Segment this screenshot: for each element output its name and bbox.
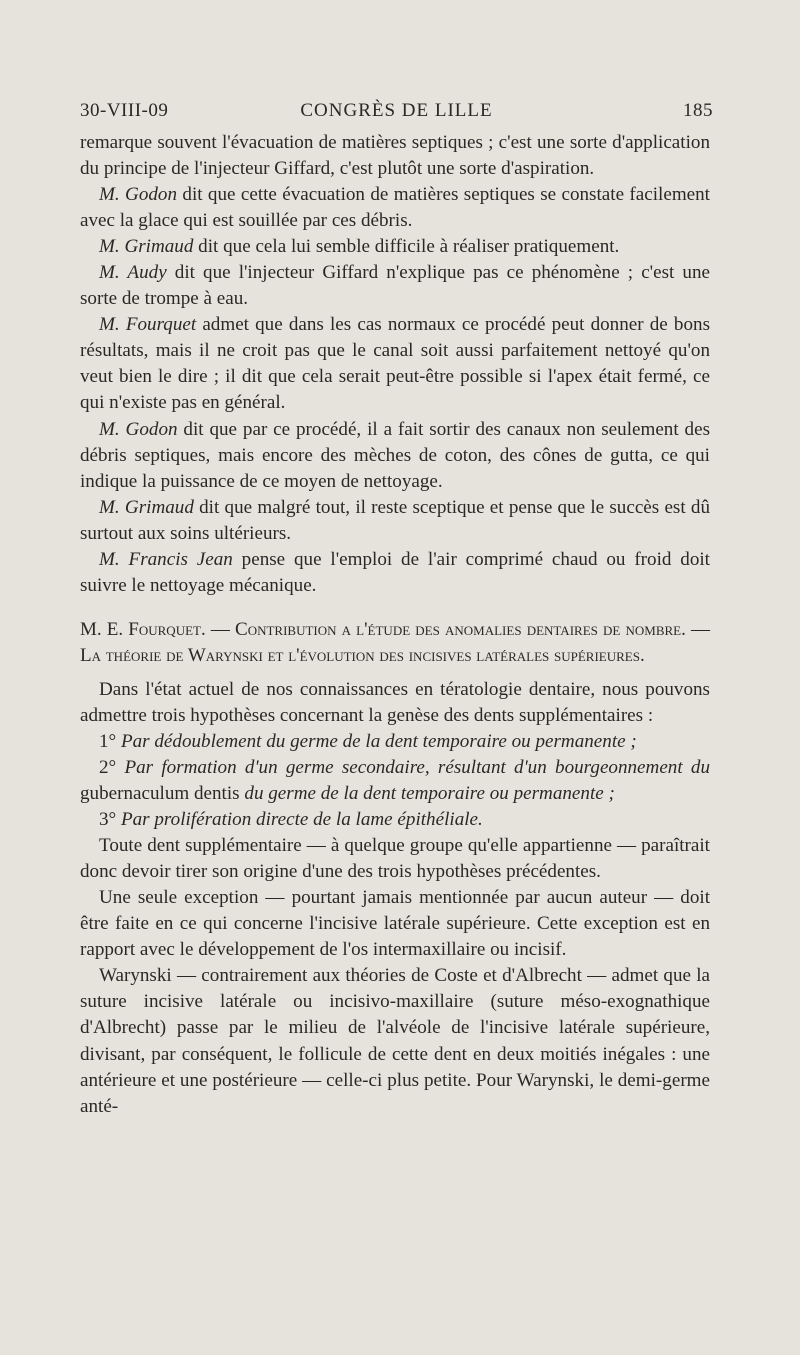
list-number: 1° [99, 730, 121, 752]
paragraph [80, 417, 710, 495]
hypothesis-3 [80, 807, 710, 833]
hypothesis-text: du germe de la dent temporaire ou permanente ; [244, 783, 615, 805]
paragraph-text: dit que cette évacuation de matières septiques se constate facilement avec la glace qui est souillée par ces débris. [80, 184, 710, 232]
page-body [80, 130, 710, 1120]
hypothesis-1 [80, 729, 710, 755]
speaker-name: M. Godon [99, 184, 178, 206]
dash: — [205, 618, 236, 640]
hypothesis-2 [80, 755, 710, 807]
paragraph-text: dit que cela lui semble difficile à réaliser pratiquement. [193, 236, 620, 258]
speaker-name: M. Audy [99, 262, 167, 284]
hypothesis-text: Par dédoublement du germe de la dent temporaire ou permanente ; [120, 730, 637, 752]
speaker-name: M. Godon [99, 418, 178, 440]
paragraph: Une seule exception — pourtant jamais mentionnée par aucun auteur — doit être faite en ce qui concerne l'incisive latérale supérieure. Cette exception est en rapport avec le développement de l'os intermaxillaire ou incisif. [80, 887, 710, 961]
paragraph-text: dit que par ce procédé, il a fait sortir des canaux non seulement des débris septiques, mais encore des mèches de coton, des cônes de gutta, ce qui indique la puissance de ce moyen de nettoyage. [80, 418, 710, 492]
paragraph-text: pense que l'emploi de l'air comprimé chaud ou froid doit suivre le nettoyage mécanique. [80, 548, 710, 596]
header-date: 30-VIII-09 [80, 100, 169, 121]
paragraph [80, 260, 710, 312]
paragraph-text: remarque souvent l'évacuation de matières septiques ; c'est une sorte d'application du principe de l'injecteur Giffard, c'est plutôt une sorte d'aspiration. [80, 132, 710, 180]
header-title: CONGRÈS DE LILLE [300, 100, 493, 121]
section-title [80, 617, 710, 669]
hypothesis-text-roman: gubernaculum dentis [80, 783, 245, 805]
hypothesis-text: Par formation d'un germe secondaire, résultant d'un bourgeonnement du [124, 756, 710, 778]
list-number: 2° [99, 756, 125, 778]
paragraph [80, 234, 710, 260]
paragraph [80, 495, 710, 547]
paragraph [80, 547, 710, 599]
speaker-name: M. Grimaud [99, 496, 194, 518]
section-author: M. E. Fourquet. [80, 618, 206, 640]
page-number: 185 [683, 100, 713, 121]
paragraph: Warynski — contrairement aux théories de Coste et d'Albrecht — admet que la suture incisive latérale ou incisivo-maxillaire (suture méso-exognathique d'Albrecht) passe par le milieu de l'alvéole de l'incisive latérale supérieure, divisant, par conséquent, le follicule de cette dent en deux moitiés inégales : une antérieure et une postérieure — celle-ci plus petite. Pour Warynski, le demi-germe anté- [80, 965, 710, 1117]
paragraph [80, 312, 710, 416]
speaker-name: M. Fourquet [99, 314, 197, 336]
hypothesis-text: Par prolifération directe de la lame épithéliale. [120, 809, 483, 831]
paragraph: Toute dent supplémentaire — à quelque groupe qu'elle appartienne — paraîtrait donc devoir tirer son origine d'une des trois hypothèses précédentes. [80, 835, 710, 883]
paragraph-text: admet que dans les cas normaux ce procédé peut donner de bons résultats, mais il ne croit pas que le canal soit aussi parfaitement nettoyé qu'on veut bien le dire ; il dit que cela serait peut-être possible si l'apex était fermé, ce qui n'existe pas en général. [80, 314, 710, 414]
speaker-name: M. Francis Jean [99, 548, 233, 570]
paragraph: Dans l'état actuel de nos connaissances en tératologie dentaire, nous pouvons admettre trois hypothèses concernant la genèse des dents supplémentaires : [80, 678, 710, 726]
paragraph [80, 182, 710, 234]
section-title-part1: Contribution a l'étude des anomalies dentaires de nombre. [235, 618, 686, 640]
list-number: 3° [99, 809, 121, 831]
paragraph [80, 130, 710, 182]
dash: — [685, 618, 711, 640]
section-title-part2: La théorie de Warynski et l'évolution des incisives latérales supérieures. [80, 644, 645, 666]
paragraph-text: dit que l'injecteur Giffard n'explique pas ce phénomène ; c'est une sorte de trompe à eau. [80, 262, 710, 310]
speaker-name: M. Grimaud [99, 236, 194, 258]
paragraph-text: dit que malgré tout, il reste sceptique et pense que le succès est dû surtout aux soins ultérieurs. [80, 496, 711, 544]
